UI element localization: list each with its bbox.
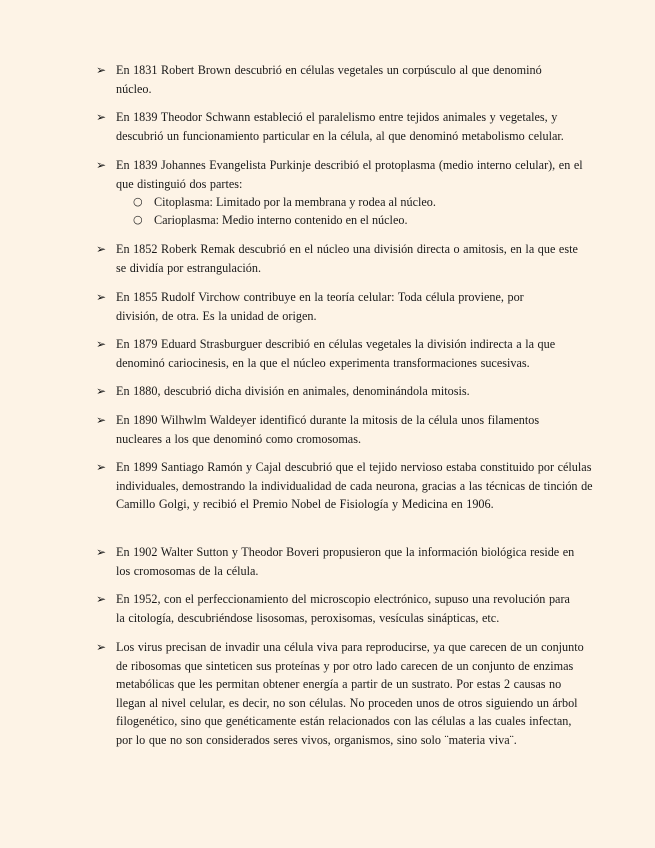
list-item-text: En 1952, con el perfeccionamiento del microscopio electrónico, supuso una revolución para la citología, descubriéndose lisosomas, peroxisomas, vesículas sinápticas, etc.: [116, 592, 570, 625]
arrow-bullet-icon: ➢: [96, 640, 107, 654]
list-item-text: En 1879 Eduard Strasburguer describió en células vegetales la división indirecta a la que denominó cariocinesis, en la que el núcleo experimenta transformaciones sucesivas.: [116, 337, 556, 370]
arrow-bullet-icon: ➢: [96, 545, 107, 559]
arrow-bullet-icon: ➢: [96, 384, 107, 398]
circle-bullet-icon: ○: [133, 213, 143, 226]
list-item-text: En 1890 Wilhwlm Waldeyer identificó durante la mitosis de la célula unos filamentos nucleares a los que denominó como cromosomas.: [116, 413, 540, 446]
arrow-bullet-icon: ➢: [96, 110, 107, 124]
arrow-bullet-icon: ➢: [96, 460, 107, 474]
arrow-bullet-icon: ➢: [96, 63, 107, 77]
arrow-bullet-icon: ➢: [96, 337, 107, 351]
arrow-bullet-icon: ➢: [96, 592, 107, 606]
arrow-bullet-icon: ➢: [96, 413, 107, 427]
list-item-text: En 1855 Rudolf Virchow contribuye en la teoría celular: Toda célula proviene, por división, de otra. Es la unidad de origen.: [116, 290, 524, 323]
list-item-text: En 1880, descubrió dicha división en animales, denominándola mitosis.: [116, 384, 470, 398]
list-item-text: En 1831 Robert Brown descubrió en células vegetales un corpúsculo al que denominó núcleo.: [116, 63, 542, 96]
sub-list-item-text: Carioplasma: Medio interno contenido en el núcleo.: [154, 213, 408, 227]
sub-list-item-text: Citoplasma: Limitado por la membrana y rodea al núcleo.: [154, 195, 436, 209]
list-item-text: En 1902 Walter Sutton y Theodor Boveri propusieron que la información biológica reside en los cromosomas de la célula.: [116, 545, 575, 578]
circle-bullet-icon: ○: [133, 195, 143, 208]
list-item-text: En 1839 Theodor Schwann estableció el paralelismo entre tejidos animales y vegetales, y descubrió un funcionamiento particular en la célula, al que denominó metabolismo celular.: [116, 110, 564, 143]
arrow-bullet-icon: ➢: [96, 158, 107, 172]
list-item-text: Los virus precisan de invadir una célula viva para reproducirse, ya que carecen de un conjunto de ribosomas que sinteticen sus proteínas y por otro lado carecen de un conjunto de enzimas metabólicas que les permitan obtener energía a partir de un sustrato. Por estas 2 causas no llegan al nivel celular, es decir, no son células. No proceden unos de otros siguiendo un árbol filogenético, sino que genéticamente están relacionados con las células a las cuales infectan, por lo que no son considerados seres vivos, organismos, sino solo ¨materia viva¨.: [116, 640, 584, 747]
list-item-text: En 1852 Roberk Remak descubrió en el núcleo una división directa o amitosis, en la que este se dividía por estrangulación.: [116, 242, 578, 275]
list-item-text: En 1899 Santiago Ramón y Cajal descubrió que el tejido nervioso estaba constituido por células individuales, demostrando la individualidad de cada neurona, gracias a las técnicas de tinción de Camillo Golgi, y recibió el Premio Nobel de Fisiología y Medicina en 1906.: [116, 460, 593, 512]
arrow-bullet-icon: ➢: [96, 290, 107, 304]
arrow-bullet-icon: ➢: [96, 242, 107, 256]
list-item-text: En 1839 Johannes Evangelista Purkinje describió el protoplasma (medio interno celular), en el que distinguió dos partes:: [116, 158, 583, 191]
